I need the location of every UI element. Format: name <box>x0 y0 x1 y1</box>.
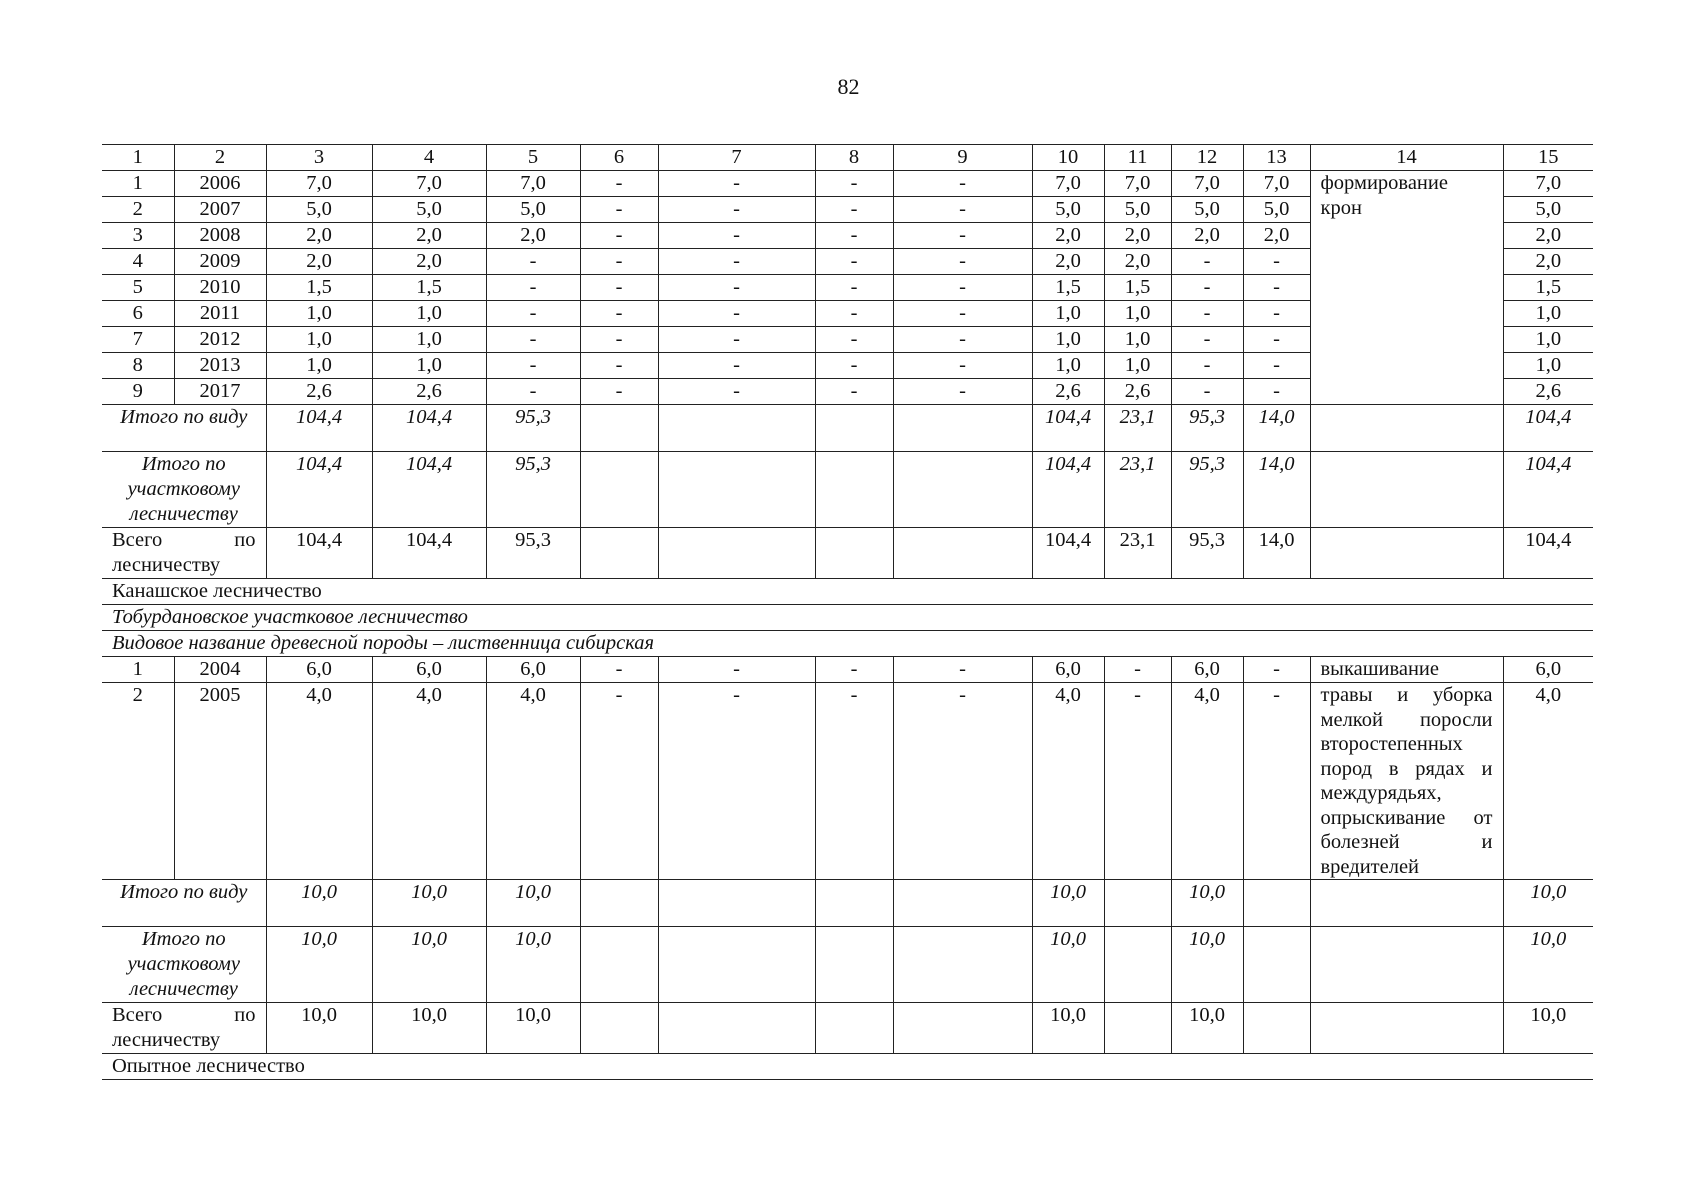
column-header: 13 <box>1243 145 1310 171</box>
table-cell: - <box>1243 301 1310 327</box>
table-cell: - <box>1243 683 1310 880</box>
table-cell: - <box>580 249 658 275</box>
table-cell: - <box>1171 249 1243 275</box>
table-cell: - <box>580 197 658 223</box>
total-label: Итого по участковому лесничеству <box>102 927 266 1003</box>
total-cell: 104,4 <box>1032 405 1104 452</box>
column-header: 5 <box>486 145 580 171</box>
table-cell: - <box>815 683 893 880</box>
table-cell: - <box>893 301 1032 327</box>
table-cell: 1,0 <box>1503 301 1593 327</box>
table-cell: - <box>815 379 893 405</box>
table-cell: - <box>1243 353 1310 379</box>
table-cell: - <box>893 683 1032 880</box>
total-cell <box>815 880 893 927</box>
table-cell: - <box>658 197 815 223</box>
table-cell: - <box>1243 275 1310 301</box>
total-cell: 104,4 <box>266 452 372 528</box>
total-cell <box>815 405 893 452</box>
total-cell: 104,4 <box>372 528 486 579</box>
table-cell: - <box>580 223 658 249</box>
total-label: Всего по лесничеству <box>102 1003 266 1054</box>
table-cell: 5,0 <box>266 197 372 223</box>
total-cell: 10,0 <box>372 880 486 927</box>
table-cell: 2,6 <box>1104 379 1171 405</box>
table-cell: - <box>893 327 1032 353</box>
table-cell: 1,0 <box>372 353 486 379</box>
table-cell: 2010 <box>174 275 266 301</box>
total-cell <box>893 452 1032 528</box>
table-cell: - <box>580 171 658 197</box>
column-header: 11 <box>1104 145 1171 171</box>
table-cell: 2,6 <box>1503 379 1593 405</box>
table-cell: 2006 <box>174 171 266 197</box>
data-row <box>102 683 1593 880</box>
total-cell <box>1310 405 1503 452</box>
total-cell: 104,4 <box>1503 528 1593 579</box>
table-cell: - <box>658 657 815 683</box>
total-cell: 10,0 <box>486 1003 580 1054</box>
section-next-title: Опытное лесничество <box>102 1054 1593 1080</box>
table-cell: 2,0 <box>266 249 372 275</box>
total-cell: 104,4 <box>1503 452 1593 528</box>
table-cell: 5,0 <box>1032 197 1104 223</box>
data-row <box>102 657 1593 683</box>
forest-care-table <box>102 144 1593 1080</box>
table-cell: 2013 <box>174 353 266 379</box>
table-cell: 8 <box>102 353 174 379</box>
table-cell: 5,0 <box>372 197 486 223</box>
column-header: 6 <box>580 145 658 171</box>
table-cell: 1,0 <box>372 327 486 353</box>
table-cell: 2 <box>102 197 174 223</box>
total-label: Итого по виду <box>102 405 266 452</box>
table-cell: - <box>893 275 1032 301</box>
column-header: 4 <box>372 145 486 171</box>
total-cell: 10,0 <box>372 927 486 1003</box>
total-cell <box>815 927 893 1003</box>
table-cell: - <box>486 379 580 405</box>
table-cell: 2,0 <box>1104 223 1171 249</box>
header-row <box>102 145 1593 171</box>
total-cell <box>658 405 815 452</box>
total-cell: 104,4 <box>372 405 486 452</box>
total-cell: 104,4 <box>266 405 372 452</box>
section-row <box>102 631 1593 657</box>
table-cell: 7,0 <box>1032 171 1104 197</box>
page-number: 82 <box>837 74 860 99</box>
total-cell <box>815 452 893 528</box>
table-cell: - <box>893 353 1032 379</box>
total-label: Всего по лесничеству <box>102 528 266 579</box>
total-cell: 14,0 <box>1243 452 1310 528</box>
column-header: 7 <box>658 145 815 171</box>
total-cell: 10,0 <box>1171 1003 1243 1054</box>
table-cell: 2007 <box>174 197 266 223</box>
table-cell: - <box>580 275 658 301</box>
total-cell: 10,0 <box>1032 927 1104 1003</box>
total-cell <box>1243 880 1310 927</box>
table-cell: - <box>815 301 893 327</box>
table-cell: 4,0 <box>266 683 372 880</box>
table-cell: - <box>1171 353 1243 379</box>
table-cell: 7,0 <box>1243 171 1310 197</box>
total-cell <box>1310 1003 1503 1054</box>
table-cell: 2008 <box>174 223 266 249</box>
table-cell: 1,0 <box>1503 327 1593 353</box>
table-cell: - <box>815 327 893 353</box>
table-cell: 4,0 <box>1503 683 1593 880</box>
table-cell: 1,5 <box>1503 275 1593 301</box>
table-cell: 6,0 <box>486 657 580 683</box>
table-cell: - <box>1104 657 1171 683</box>
table-cell: 1,0 <box>1032 353 1104 379</box>
total-cell: 10,0 <box>486 927 580 1003</box>
total-cell <box>1104 880 1171 927</box>
table-cell: 2,6 <box>372 379 486 405</box>
total-cell: 104,4 <box>1032 452 1104 528</box>
table-cell: 6,0 <box>1503 657 1593 683</box>
table-cell: 2005 <box>174 683 266 880</box>
total-cell <box>658 880 815 927</box>
total-row <box>102 927 1593 1003</box>
table-cell: 1,5 <box>266 275 372 301</box>
table-cell: 5,0 <box>1104 197 1171 223</box>
total-cell: 95,3 <box>1171 452 1243 528</box>
table-cell: - <box>486 301 580 327</box>
table-cell: 3 <box>102 223 174 249</box>
total-row <box>102 452 1593 528</box>
table-cell: - <box>580 683 658 880</box>
total-cell <box>658 452 815 528</box>
total-cell <box>893 1003 1032 1054</box>
table-cell: - <box>1171 379 1243 405</box>
table-cell: 1,5 <box>1104 275 1171 301</box>
total-cell <box>658 528 815 579</box>
table-cell: 1,5 <box>1032 275 1104 301</box>
total-cell: 95,3 <box>486 405 580 452</box>
table-cell: 1,0 <box>1104 301 1171 327</box>
total-cell: 10,0 <box>372 1003 486 1054</box>
table-cell: - <box>815 353 893 379</box>
column-header: 3 <box>266 145 372 171</box>
table-cell: 6 <box>102 301 174 327</box>
total-cell <box>580 927 658 1003</box>
table-cell: - <box>815 275 893 301</box>
section-row <box>102 605 1593 631</box>
total-cell <box>893 927 1032 1003</box>
table-cell: 2,0 <box>266 223 372 249</box>
table-cell: 7,0 <box>1104 171 1171 197</box>
table-cell: - <box>1171 327 1243 353</box>
total-label: Итого по участковому лесничеству <box>102 452 266 528</box>
total-cell: 10,0 <box>1171 880 1243 927</box>
section-species-title: Видовое название древесной породы – лиственница сибирская <box>102 631 1593 657</box>
table-cell: 2,0 <box>1503 249 1593 275</box>
table-cell: 6,0 <box>372 657 486 683</box>
total-cell <box>1104 1003 1171 1054</box>
total-cell: 10,0 <box>1032 880 1104 927</box>
column-header: 10 <box>1032 145 1104 171</box>
total-cell: 23,1 <box>1104 528 1171 579</box>
total-cell <box>893 880 1032 927</box>
table-cell: 4,0 <box>486 683 580 880</box>
total-cell <box>580 405 658 452</box>
total-cell <box>580 452 658 528</box>
table-cell: 1,0 <box>266 353 372 379</box>
total-cell <box>893 528 1032 579</box>
total-cell <box>893 405 1032 452</box>
table-cell: 6,0 <box>266 657 372 683</box>
table-cell: 2,0 <box>372 249 486 275</box>
table-cell: - <box>815 657 893 683</box>
total-cell <box>1104 927 1171 1003</box>
table-cell: 2,0 <box>1243 223 1310 249</box>
table-cell: 1,0 <box>266 301 372 327</box>
table-cell: - <box>893 171 1032 197</box>
note-cell: травы и уборка мелкой поросли второстепенных пород в рядах и междурядьях, опрыскивание от болезней и вредителей <box>1310 683 1503 880</box>
data-row <box>102 171 1593 197</box>
total-cell: 10,0 <box>1032 1003 1104 1054</box>
table-cell: - <box>580 301 658 327</box>
table-cell: - <box>658 301 815 327</box>
table-cell: 7 <box>102 327 174 353</box>
note-cell: формирование крон <box>1310 171 1503 405</box>
total-cell: 104,4 <box>372 452 486 528</box>
table-cell: 2,0 <box>372 223 486 249</box>
table-cell: 2011 <box>174 301 266 327</box>
table-cell: 1 <box>102 171 174 197</box>
table-cell: 7,0 <box>486 171 580 197</box>
total-row <box>102 405 1593 452</box>
table-cell: 5,0 <box>1503 197 1593 223</box>
table-cell: - <box>658 275 815 301</box>
table-cell: 4 <box>102 249 174 275</box>
table-cell: - <box>1243 657 1310 683</box>
column-header: 1 <box>102 145 174 171</box>
table-cell: 2,0 <box>1032 223 1104 249</box>
table-cell: - <box>658 171 815 197</box>
total-row <box>102 528 1593 579</box>
table-cell: - <box>658 379 815 405</box>
total-cell <box>580 1003 658 1054</box>
total-cell <box>1243 927 1310 1003</box>
total-cell <box>815 1003 893 1054</box>
table-cell: 1,0 <box>1032 327 1104 353</box>
table-cell: 2 <box>102 683 174 880</box>
table-cell: 5,0 <box>486 197 580 223</box>
table-cell: 6,0 <box>1032 657 1104 683</box>
table-cell: 1 <box>102 657 174 683</box>
column-header: 8 <box>815 145 893 171</box>
table-cell: - <box>1104 683 1171 880</box>
total-cell: 95,3 <box>1171 405 1243 452</box>
table-cell: 1,0 <box>1503 353 1593 379</box>
table-cell: - <box>1171 275 1243 301</box>
total-cell <box>1243 1003 1310 1054</box>
table-cell: - <box>658 327 815 353</box>
table-cell: 4,0 <box>1171 683 1243 880</box>
section-row <box>102 1054 1593 1080</box>
total-cell <box>815 528 893 579</box>
table-cell: - <box>580 353 658 379</box>
table-cell: - <box>815 249 893 275</box>
column-header: 14 <box>1310 145 1503 171</box>
table-cell: - <box>893 197 1032 223</box>
total-cell <box>1310 528 1503 579</box>
total-cell: 10,0 <box>486 880 580 927</box>
table-cell: 7,0 <box>266 171 372 197</box>
total-row <box>102 880 1593 927</box>
table-cell: 1,0 <box>1104 327 1171 353</box>
table-cell: - <box>815 223 893 249</box>
total-cell: 95,3 <box>486 528 580 579</box>
table-cell: - <box>893 223 1032 249</box>
total-cell: 10,0 <box>1503 927 1593 1003</box>
section-district-title: Тобурдановское участковое лесничество <box>102 605 1593 631</box>
table-cell: - <box>815 197 893 223</box>
table-cell: - <box>658 353 815 379</box>
table-cell: - <box>1243 327 1310 353</box>
table-cell: 2009 <box>174 249 266 275</box>
column-header: 9 <box>893 145 1032 171</box>
table-cell: 1,0 <box>1104 353 1171 379</box>
table-cell: - <box>658 223 815 249</box>
total-cell: 104,4 <box>1032 528 1104 579</box>
total-cell <box>580 880 658 927</box>
table-cell: 9 <box>102 379 174 405</box>
total-cell <box>658 1003 815 1054</box>
table-cell: - <box>893 657 1032 683</box>
total-cell: 10,0 <box>1503 880 1593 927</box>
section-row <box>102 579 1593 605</box>
table-cell: 6,0 <box>1171 657 1243 683</box>
table-cell: 2,6 <box>1032 379 1104 405</box>
table-cell: 2,0 <box>1503 223 1593 249</box>
total-cell <box>1310 880 1503 927</box>
total-cell: 23,1 <box>1104 452 1171 528</box>
table-cell: - <box>1171 301 1243 327</box>
total-cell <box>580 528 658 579</box>
table-cell: 2012 <box>174 327 266 353</box>
table-cell: - <box>580 657 658 683</box>
column-header: 15 <box>1503 145 1593 171</box>
total-label: Итого по виду <box>102 880 266 927</box>
table-cell: - <box>1243 379 1310 405</box>
table-cell: 7,0 <box>1503 171 1593 197</box>
table-cell: - <box>658 683 815 880</box>
table-cell: - <box>1243 249 1310 275</box>
table-cell: 1,5 <box>372 275 486 301</box>
table-cell: 2004 <box>174 657 266 683</box>
table-cell: - <box>893 379 1032 405</box>
total-cell: 10,0 <box>266 927 372 1003</box>
total-cell <box>1310 927 1503 1003</box>
table-cell: - <box>658 249 815 275</box>
table-cell: 2,6 <box>266 379 372 405</box>
total-cell <box>1310 452 1503 528</box>
total-cell: 14,0 <box>1243 405 1310 452</box>
table-cell: 5,0 <box>1171 197 1243 223</box>
table-cell: 1,0 <box>1032 301 1104 327</box>
total-cell: 95,3 <box>1171 528 1243 579</box>
table-cell: 2,0 <box>1032 249 1104 275</box>
table-cell: 1,0 <box>266 327 372 353</box>
total-cell: 10,0 <box>266 1003 372 1054</box>
total-cell: 104,4 <box>266 528 372 579</box>
total-cell: 104,4 <box>1503 405 1593 452</box>
table-cell: - <box>486 249 580 275</box>
table-cell: 4,0 <box>372 683 486 880</box>
table-cell: 2,0 <box>1104 249 1171 275</box>
table-cell: - <box>893 249 1032 275</box>
total-cell: 14,0 <box>1243 528 1310 579</box>
table-cell: - <box>815 171 893 197</box>
table-cell: 4,0 <box>1032 683 1104 880</box>
total-cell: 23,1 <box>1104 405 1171 452</box>
total-cell <box>658 927 815 1003</box>
total-cell: 95,3 <box>486 452 580 528</box>
total-row <box>102 1003 1593 1054</box>
table-cell: - <box>580 327 658 353</box>
total-cell: 10,0 <box>1171 927 1243 1003</box>
column-header: 12 <box>1171 145 1243 171</box>
table-cell: - <box>580 379 658 405</box>
table-cell: - <box>486 275 580 301</box>
table-cell: 5,0 <box>1243 197 1310 223</box>
table-cell: 1,0 <box>372 301 486 327</box>
table-cell: - <box>486 353 580 379</box>
table-cell: - <box>486 327 580 353</box>
table-cell: 5 <box>102 275 174 301</box>
total-cell: 10,0 <box>266 880 372 927</box>
table-cell: 7,0 <box>1171 171 1243 197</box>
column-header: 2 <box>174 145 266 171</box>
table-cell: 7,0 <box>372 171 486 197</box>
total-cell: 10,0 <box>1503 1003 1593 1054</box>
note-cell: выкашивание <box>1310 657 1503 683</box>
table-cell: 2,0 <box>486 223 580 249</box>
table-cell: 2017 <box>174 379 266 405</box>
table-cell: 2,0 <box>1171 223 1243 249</box>
section-forestry-title: Канашское лесничество <box>102 579 1593 605</box>
